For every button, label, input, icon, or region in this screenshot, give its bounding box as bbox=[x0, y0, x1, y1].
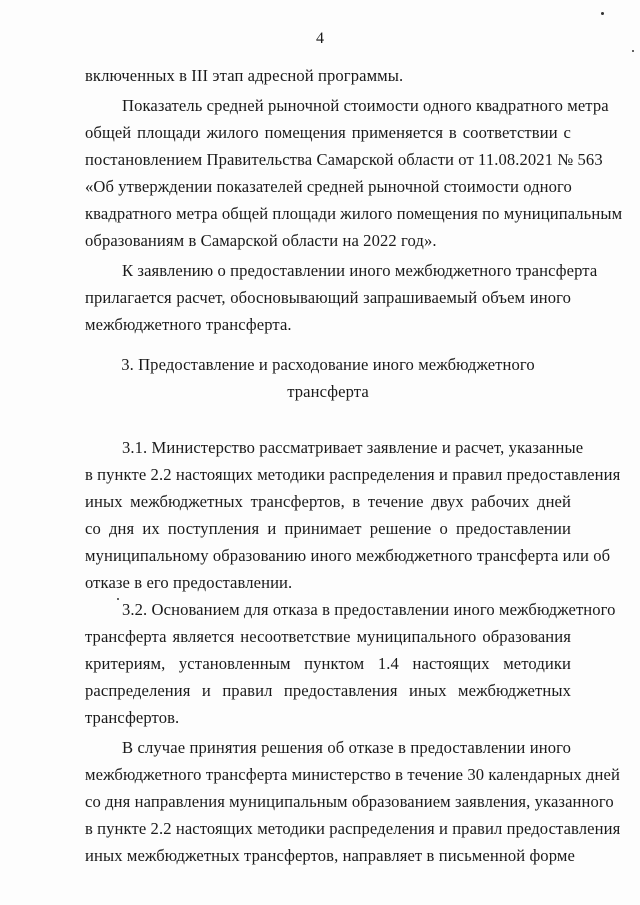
text-line: иных межбюджетных трансфертов, в течение двух рабочих дней bbox=[85, 492, 571, 511]
text-line: К заявлению о предоставлении иного межбюджетного трансферта bbox=[122, 261, 598, 280]
scan-speck bbox=[601, 12, 604, 15]
text-line: прилагается расчет, обосновывающий запрашиваемый объем иного bbox=[85, 288, 571, 307]
text-line: 3.2. Основанием для отказа в предоставлении иного межбюджетного bbox=[122, 600, 616, 619]
text-line: трансфертов. bbox=[85, 708, 180, 727]
page-number: 4 bbox=[316, 30, 324, 47]
text-line: со дня направления муниципальным образованием заявления, указанного bbox=[85, 792, 614, 811]
text-line: в пункте 2.2 настоящих методики распределения и правил предоставления bbox=[85, 465, 621, 484]
text-line: В случае принятия решения об отказе в предоставлении иного bbox=[122, 738, 571, 757]
text-line: Показатель средней рыночной стоимости одного квадратного метра bbox=[122, 96, 609, 115]
text-line: муниципальному образованию иного межбюджетного трансферта или об bbox=[85, 546, 611, 565]
text-line: образованиям в Самарской области на 2022 год». bbox=[85, 231, 437, 250]
text-line: межбюджетного трансферта министерство в течение 30 календарных дней bbox=[85, 765, 620, 784]
text-line: отказе в его предоставлении. bbox=[85, 573, 293, 592]
text-line: 3.1. Министерство рассматривает заявление и расчет, указанные bbox=[122, 438, 584, 457]
text-line: квадратного метра общей площади жилого помещения по муниципальным bbox=[85, 204, 623, 223]
text-line: со дня их поступления и принимает решение о предоставлении bbox=[85, 519, 571, 538]
text-line: включенных в III этап адресной программы. bbox=[85, 66, 404, 85]
section-heading: 3. Предоставление и расходование иного межбюджетного bbox=[121, 355, 535, 374]
text-line: в пункте 2.2 настоящих методики распределения и правил предоставления bbox=[85, 819, 621, 838]
text-line: общей площади жилого помещения применяется в соответствии с bbox=[85, 123, 571, 142]
scan-speck bbox=[632, 50, 634, 52]
scan-speck bbox=[117, 598, 119, 600]
text-line: постановлением Правительства Самарской области от 11.08.2021 № 563 bbox=[85, 150, 603, 169]
text-line: критериям, установленным пунктом 1.4 настоящих методики bbox=[85, 654, 571, 673]
text-line: распределения и правил предоставления иных межбюджетных bbox=[85, 681, 571, 700]
text-line: межбюджетного трансферта. bbox=[85, 315, 292, 334]
section-heading: трансферта bbox=[287, 382, 369, 401]
text-line: иных межбюджетных трансфертов, направляет в письменной форме bbox=[85, 846, 575, 865]
text-line: «Об утверждении показателей средней рыночной стоимости одного bbox=[85, 177, 572, 196]
text-line: трансферта является несоответствие муниципального образования bbox=[85, 627, 571, 646]
